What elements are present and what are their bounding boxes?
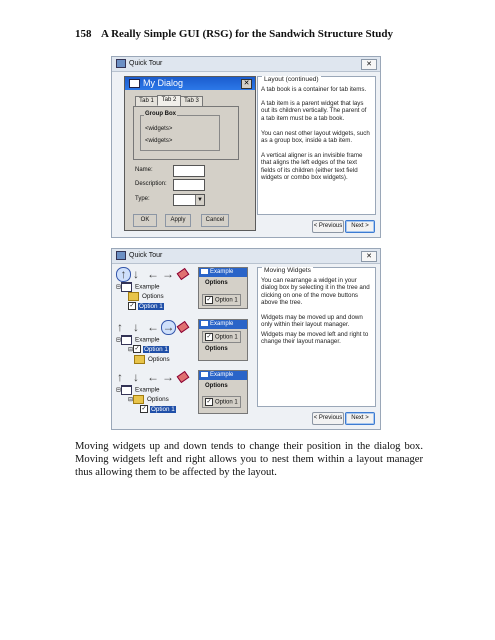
titlebar: [112, 249, 380, 264]
app-icon: [116, 251, 126, 260]
dialog-icon: [129, 79, 140, 88]
ok-button[interactable]: OK: [133, 214, 157, 227]
panel-paragraph-1: You can rearrange a widget in your dialog box by selecting it in the tree and clicking on one of the move buttons above the tree.: [261, 277, 370, 307]
window-icon: [121, 282, 132, 292]
move-right-icon[interactable]: →: [162, 267, 174, 281]
panel-paragraph-2: Widgets may be moved up and down only within their layout manager.: [261, 314, 363, 329]
tab-1[interactable]: Tab 1: [135, 96, 158, 107]
widget-tree-1: [116, 282, 196, 316]
next-button[interactable]: Next >: [345, 412, 375, 425]
tree-option-1[interactable]: ✓ Option 1: [141, 406, 175, 413]
help-panel: [257, 267, 376, 407]
tree-root[interactable]: ⊟ Example: [116, 283, 160, 291]
tree-options[interactable]: ⊟ Options: [128, 396, 169, 404]
type-combo[interactable]: [173, 194, 205, 206]
cancel-button[interactable]: Cancel: [201, 214, 229, 227]
preview-dialog-1: [198, 267, 248, 309]
folder-icon: [128, 292, 139, 301]
move-down-icon[interactable]: ↓: [133, 267, 139, 281]
widgets-placeholder-2: <widgets>: [145, 138, 173, 144]
type-label: Type:: [135, 196, 150, 202]
eraser-icon[interactable]: [177, 268, 190, 280]
panel-paragraph-3: Widgets may be moved left and right to change their layout manager.: [261, 331, 369, 346]
running-head: A Really Simple GUI (RSG) for the Sandwich Structure Study: [101, 28, 394, 40]
move-right-icon-2[interactable]: →: [162, 320, 175, 334]
my-dialog: [124, 76, 256, 231]
help-panel: [257, 76, 376, 215]
titlebar: [112, 57, 380, 72]
chevron-down-icon: ▼: [195, 195, 204, 205]
move-up-icon[interactable]: ↑: [116, 267, 131, 282]
move-up-icon-3[interactable]: ↑: [117, 370, 123, 384]
panel-paragraph-3: You can nest other layout widgets, such as a group box, inside a tab item.: [261, 130, 370, 145]
tree-option-1[interactable]: [128, 302, 164, 312]
tree-options-label: Options: [142, 293, 164, 301]
tree-root[interactable]: ⊟ Example: [116, 386, 160, 394]
preview-titlebar: Example: [199, 371, 247, 380]
name-label: Name:: [135, 167, 153, 173]
tree-option-1-label: Option 1: [139, 303, 163, 310]
tree-options[interactable]: Options: [134, 355, 170, 365]
tab-page: [133, 106, 239, 160]
tree-root[interactable]: ⊟ Example: [116, 336, 160, 344]
apply-button[interactable]: Apply: [165, 214, 191, 227]
figure-caption: Moving widgets up and down tends to change their position in the dialog box. Moving widgets left and right allows you to nest them within a layout manager thus allowing them to be affected by the layout.: [75, 441, 423, 478]
window-title: Quick Tour: [129, 60, 163, 67]
close-button[interactable]: ✕: [361, 59, 377, 70]
window-title: Quick Tour: [129, 252, 163, 259]
close-button[interactable]: ✕: [361, 251, 377, 262]
preview-option-1: ✓ Option 1: [202, 331, 241, 343]
tree-option-1[interactable]: ⊟✓ Option 1: [128, 346, 168, 353]
widget-tree-3: [116, 385, 196, 419]
panel-paragraph-1: A tab book is a container for tab items.: [261, 86, 367, 93]
preview-options-title: Options: [205, 346, 228, 352]
group-box: [140, 111, 220, 151]
move-down-icon-2[interactable]: ↓: [133, 320, 139, 334]
app-icon: [116, 59, 126, 68]
preview-titlebar: [199, 268, 247, 277]
preview-option-1: ✓ Option 1: [202, 396, 241, 408]
panel-title: Moving Widgets: [264, 267, 311, 274]
tree-root-label: Example: [135, 283, 160, 291]
preview-dialog-3: [198, 370, 248, 414]
panel-paragraph-2: A tab item is a parent widget that lays out its children vertically. The parent of a tab item must be a tab book.: [261, 100, 367, 122]
group-box-title: Group Box: [145, 111, 176, 117]
move-left-icon-3[interactable]: ←: [147, 370, 159, 384]
tab-2[interactable]: Tab 2: [157, 95, 181, 106]
panel-title: Layout (continued): [264, 76, 319, 83]
eraser-icon-2[interactable]: [177, 321, 190, 333]
eraser-icon-3[interactable]: [177, 371, 190, 383]
panel-paragraph-4: A vertical aligner is an invisible frame that aligns the left edges of the text fields of its children (either text field widgets or combo box widgets).: [261, 152, 363, 182]
tree-options[interactable]: [128, 292, 164, 302]
previous-button[interactable]: < Previous: [312, 220, 344, 233]
previous-button[interactable]: < Previous: [312, 412, 344, 425]
tab-3[interactable]: Tab 3: [180, 96, 203, 107]
quick-tour-window-2: [111, 248, 381, 430]
preview-dialog-2: [198, 319, 248, 361]
move-down-icon-3[interactable]: ↓: [133, 370, 139, 384]
name-field[interactable]: [173, 165, 205, 177]
dialog-titlebar: [125, 77, 255, 90]
preview-options-title: Options: [205, 383, 228, 389]
preview-title: Example: [210, 269, 234, 275]
description-label: Description:: [135, 181, 167, 187]
preview-titlebar: Example: [199, 320, 247, 329]
move-left-icon-2[interactable]: ←: [147, 320, 159, 334]
widgets-placeholder-1: <widgets>: [145, 126, 173, 132]
page-number: 158: [75, 28, 92, 40]
description-field[interactable]: [173, 179, 205, 191]
move-left-icon[interactable]: ←: [147, 267, 159, 281]
widget-tree-2: [116, 335, 196, 369]
move-right-icon-3[interactable]: →: [162, 370, 174, 384]
next-button[interactable]: Next >: [345, 220, 375, 233]
checkbox-icon: ✓: [129, 303, 135, 310]
preview-option-1: ✓ Option 1: [202, 294, 241, 306]
quick-tour-window-1: [111, 56, 381, 238]
preview-options-title: Options: [205, 280, 228, 286]
move-up-icon-2[interactable]: ↑: [117, 320, 123, 334]
dialog-title: My Dialog: [143, 78, 184, 88]
dialog-close-button[interactable]: ✕: [241, 79, 252, 89]
